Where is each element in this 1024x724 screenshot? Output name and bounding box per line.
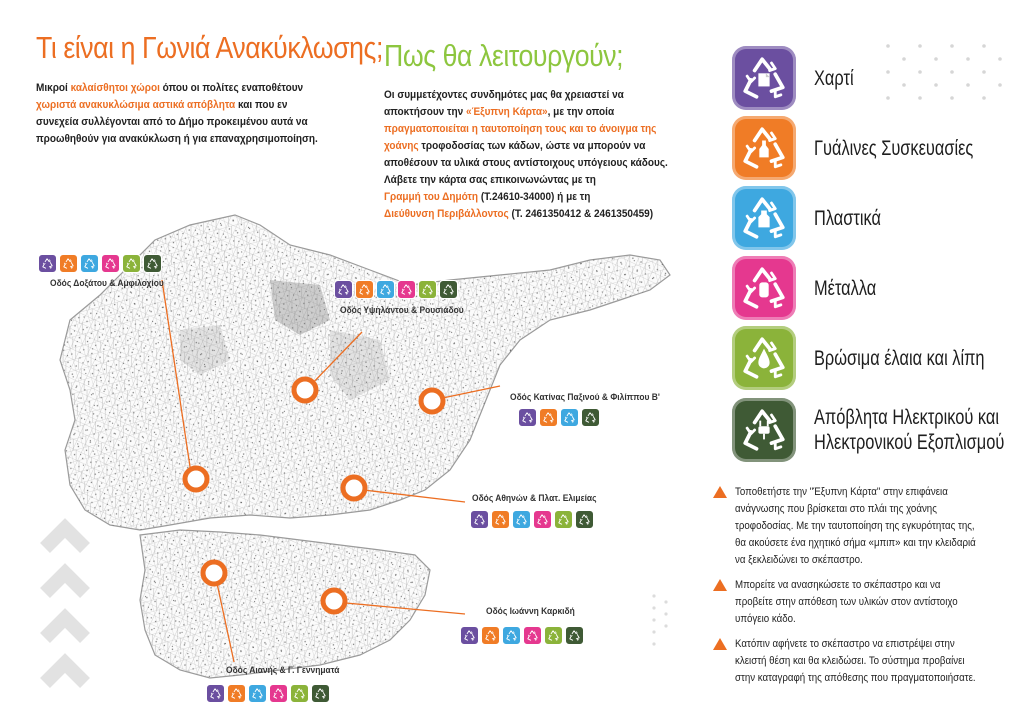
middle-text-line	[384, 87, 668, 104]
legend-label: Γυάλινες Συσκευασίες	[814, 136, 974, 160]
step-text: Τοποθετήστε την "Έξυπνη Κάρτα" στην επιφάνεια ανάγνωσης που βρίσκεται στο πλάι της χοάνης τροφοδοσίας. Με την ταυτοποίηση της εγκυρότητας της, θα ακούσετε ένα ηχητικό σήμα «μπιπ» και την κλειδαριά να ξεκλειδώνει το σκέπαστρο.	[735, 486, 976, 566]
step-text: Κατόπιν αφήνετε το σκέπαστρο να επιστρέψει στην κλειστή θέση και θα κλειδώσει. Το σύστημα προβαίνει στην καταγραφή της απόθεσης που πραγματοποιήσατε.	[735, 638, 976, 684]
bin-purple-icon	[334, 280, 353, 299]
middle-text-line	[384, 121, 668, 138]
map-marker	[185, 468, 207, 490]
bin-blue-icon	[502, 626, 521, 645]
highlighted-text: Γραμμή του Δημότη	[384, 191, 479, 203]
bin-pink-icon	[101, 254, 120, 273]
middle-text-line	[384, 172, 668, 189]
text-segment: Μικροί	[36, 82, 71, 94]
bin-orange-icon	[481, 626, 500, 645]
decorative-dots-icon	[648, 590, 672, 660]
bin-pink-icon	[269, 684, 288, 703]
bin-purple-icon	[470, 510, 489, 529]
bin-blue-icon	[560, 408, 579, 427]
bin-purple-icon	[206, 684, 225, 703]
left-text-line	[36, 97, 318, 114]
bin-olive-icon	[418, 280, 437, 299]
map-marker	[421, 390, 443, 412]
legend-label: Πλαστικά	[814, 206, 881, 230]
bin-purple-icon	[38, 254, 57, 273]
bottle-icon	[732, 116, 796, 180]
legend-item-paper	[732, 46, 865, 110]
bin-dkgreen-icon	[565, 626, 584, 645]
bin-olive-icon	[554, 510, 573, 529]
location-label-aianis: Οδός Αιανής & Γ. Γεννηματά	[226, 665, 340, 676]
decorative-chevrons-icon	[40, 508, 90, 708]
middle-text-line	[384, 138, 668, 155]
bin-orange-icon	[355, 280, 374, 299]
text-segment: (Τ.24610-34000) ή με τη	[478, 191, 591, 203]
decorative-dots-icon	[880, 40, 1020, 110]
instruction-steps	[713, 484, 1013, 695]
bin-pink-icon	[397, 280, 416, 299]
location-label-ypsilantou: Οδός Υψηλάντου & Ρουσιάδου	[340, 305, 464, 316]
location-label-doxatou: Οδός Δοξάτου & Αμφιλοχίου	[50, 278, 164, 289]
step-2	[713, 577, 1013, 628]
middle-text-line	[384, 104, 668, 121]
triangle-bullet-icon	[713, 579, 727, 591]
bin-dkgreen-icon	[439, 280, 458, 299]
highlighted-text: «Έξυπνη Κάρτα»	[466, 106, 548, 118]
bin-pink-icon	[523, 626, 542, 645]
text-segment: συνεχεία συλλέγονται από το Δήμο προκειμένου αυτά να	[36, 116, 308, 128]
bins-row-aianis	[206, 684, 330, 703]
map-marker	[294, 379, 316, 401]
bin-orange-icon	[227, 684, 246, 703]
bin-blue-icon	[80, 254, 99, 273]
step-text: Μπορείτε να ανασηκώσετε το σκέπαστρο και να προβείτε στην απόθεση των υλικών στον αντίστοιχο υπόγειο κάδο.	[735, 579, 958, 625]
legend-item-glass	[732, 116, 1018, 180]
text-segment: Οι συμμετέχοντες συνδημότες μας θα χρειαστεί να	[384, 89, 624, 101]
left-description	[36, 80, 318, 148]
step-3	[713, 636, 1013, 687]
text-segment: και που εν	[235, 99, 288, 111]
triangle-bullet-icon	[713, 486, 727, 498]
text-segment: (Τ. 2461350412 & 2461350459)	[508, 208, 654, 220]
paper-icon	[732, 46, 796, 110]
text-segment: όπου οι πολίτες εναποθέτουν	[159, 82, 304, 94]
bin-olive-icon	[544, 626, 563, 645]
bin-blue-icon	[376, 280, 395, 299]
legend-item-metal	[732, 256, 894, 320]
left-text-line	[36, 80, 318, 97]
bin-dkgreen-icon	[311, 684, 330, 703]
left-text-line	[36, 131, 318, 148]
legend-label: Μέταλλα	[814, 276, 877, 300]
bins-row-doxatou	[38, 254, 162, 273]
text-segment: τροφοδοσίας των κάδων, ώστε να μπορούν να	[418, 140, 646, 152]
highlighted-text: χοάνης	[384, 140, 419, 152]
text-segment: αποκτήσουν την	[384, 106, 467, 118]
middle-title: Πως θα λειτουργούν;	[384, 38, 624, 73]
location-label-athinon: Οδός Αθηνών & Πλατ. Ελιμείας	[472, 493, 597, 504]
triangle-bullet-icon	[713, 638, 727, 650]
left-text-line	[36, 114, 318, 131]
legend-label: Απόβλητα Ηλεκτρικού και Ηλεκτρονικού Εξοπλισμού	[814, 406, 1005, 454]
map-marker	[343, 477, 365, 499]
highlighted-text: χωριστά ανακυκλώσιμα αστικά απόβλητα	[36, 99, 236, 111]
bins-row-ypsilantou	[334, 280, 458, 299]
left-title: Τι είναι η Γωνιά Ανακύκλωσης;	[36, 30, 383, 65]
city-map	[30, 200, 680, 700]
text-segment: αποθέσουν τα υλικά στους αντίστοιχους υπόγειους κάδους.	[384, 157, 668, 169]
bin-olive-icon	[122, 254, 141, 273]
bin-orange-icon	[539, 408, 558, 427]
location-label-karkidi: Οδός Ιωάννη Καρκιδή	[486, 606, 575, 617]
bins-row-katinas	[518, 408, 600, 427]
legend-label: Χαρτί	[814, 66, 854, 90]
map-marker	[203, 562, 225, 584]
highlighted-text: πραγματοποιείται η ταυτοποίηση τους και το άνοιγμα της	[384, 123, 657, 135]
can-icon	[732, 256, 796, 320]
bins-row-athinon	[470, 510, 594, 529]
plug-icon	[732, 398, 796, 462]
bins-row-karkidi	[460, 626, 584, 645]
text-segment: , με την οποία	[547, 106, 615, 118]
bin-purple-icon	[460, 626, 479, 645]
bin-dkgreen-icon	[143, 254, 162, 273]
bin-olive-icon	[290, 684, 309, 703]
legend-label: Βρώσιμα έλαια και λίπη	[814, 346, 985, 370]
legend-item-plastic	[732, 186, 900, 250]
oil-drop-icon	[732, 326, 796, 390]
bin-blue-icon	[248, 684, 267, 703]
bin-dkgreen-icon	[581, 408, 600, 427]
step-1	[713, 484, 1013, 569]
bin-blue-icon	[512, 510, 531, 529]
highlighted-text: Διεύθυνση Περιβάλλοντος	[384, 208, 509, 220]
location-label-katinas: Οδός Κατίνας Παξινού & Φιλίππου Β'	[510, 392, 660, 403]
bin-pink-icon	[533, 510, 552, 529]
legend-item-oil	[732, 326, 1024, 390]
text-segment: προωθηθούν για ανακύκλωση ή για επαναχρησιμοποίηση.	[36, 133, 318, 145]
bin-purple-icon	[518, 408, 537, 427]
legend-item-weee	[732, 398, 1024, 462]
map-marker	[323, 590, 345, 612]
bin-orange-icon	[491, 510, 510, 529]
middle-text-line	[384, 155, 668, 172]
bin-dkgreen-icon	[575, 510, 594, 529]
text-segment: Λάβετε την κάρτα σας επικοινωνώντας με τη	[384, 174, 596, 186]
plastic-bottle-icon	[732, 186, 796, 250]
bin-orange-icon	[59, 254, 78, 273]
highlighted-text: καλαίσθητοι χώροι	[70, 82, 160, 94]
